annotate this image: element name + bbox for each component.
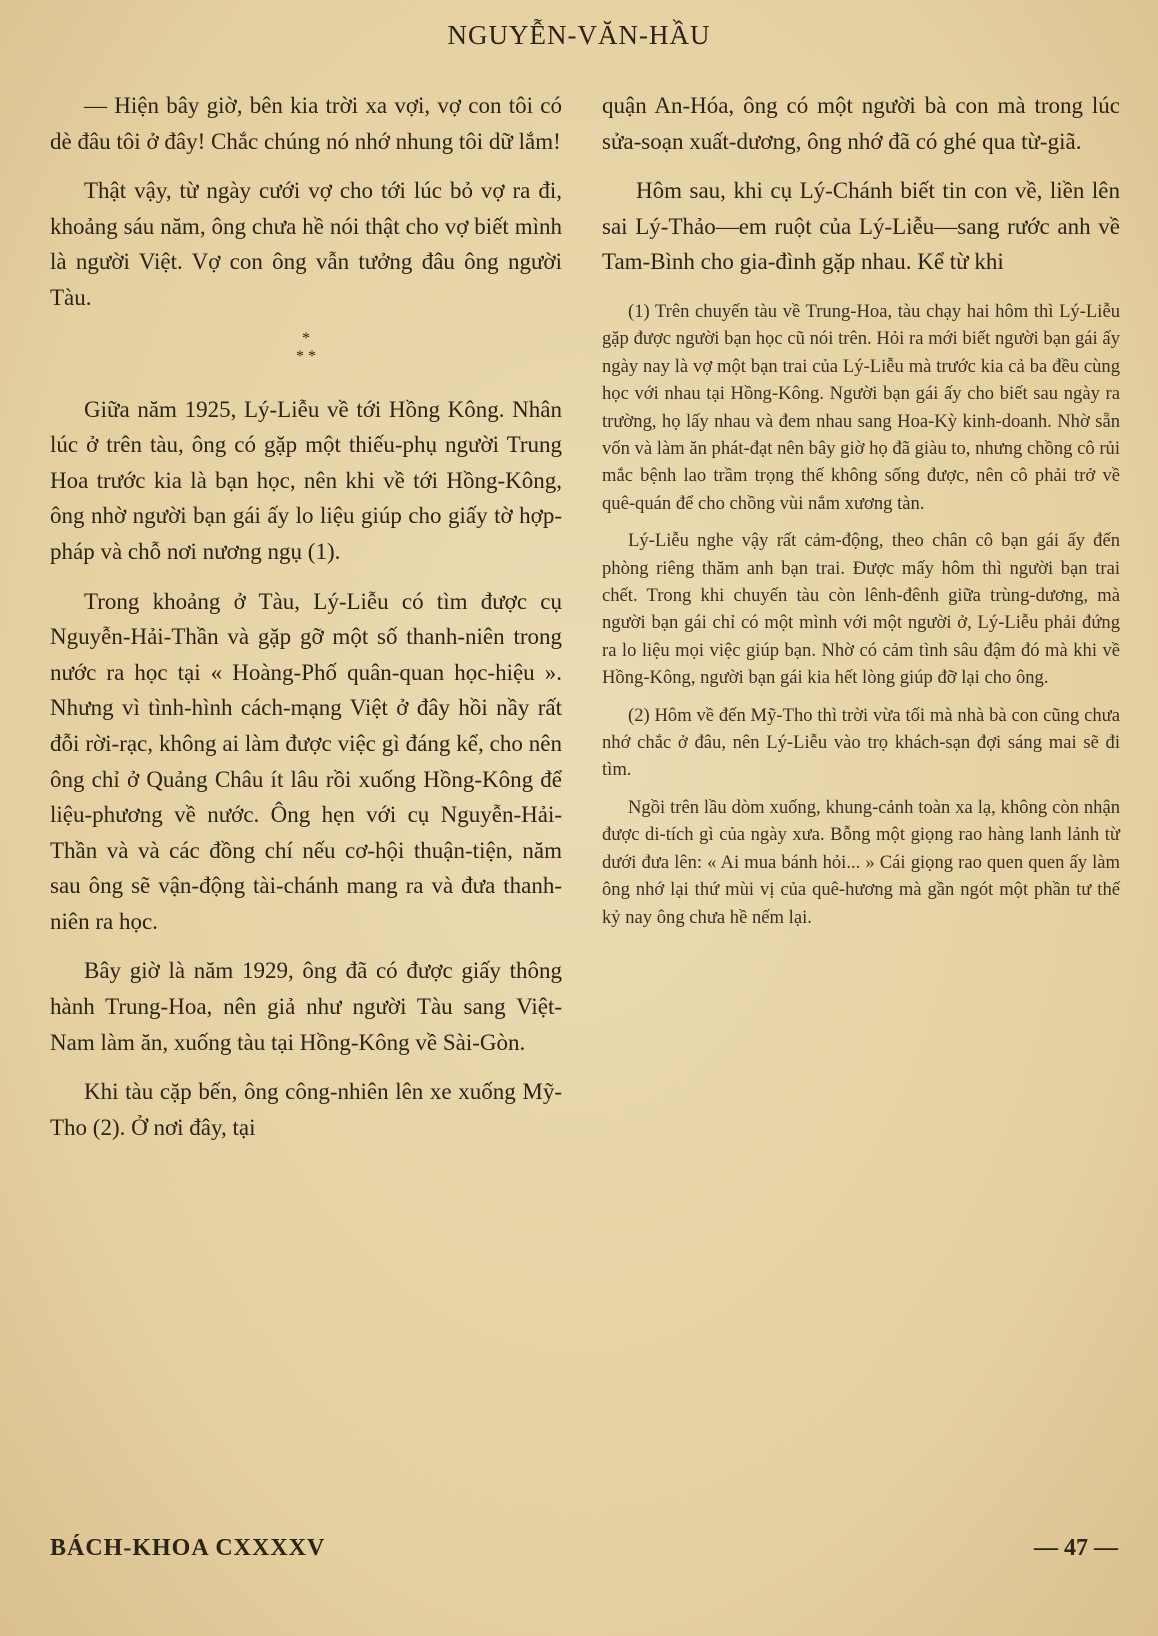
paragraph: quận An-Hóa, ông có một người bà con mà trong lúc sửa-soạn xuất-dương, ông nhớ đã có ghé qua từ-giã. [602,93,1120,154]
asterism-top: * [302,329,310,347]
paragraph: Khi tàu cặp bến, ông công-nhiên lên xe xuống Mỹ-Tho (2). Ở nơi đây, tại [50,1079,562,1140]
page-number: — 47 — [1034,1535,1118,1561]
right-column [602,88,1120,941]
paragraph: Thật vậy, từ ngày cưới vợ cho tới lúc bỏ vợ ra đi, khoảng sáu năm, ông chưa hề nói thật cho vợ biết mình là người Việt. Vợ con ông vẫn tưởng đâu ông người Tàu. [50,178,562,310]
magazine-issue: BÁCH-KHOA CXXXXV [50,1535,326,1561]
footnote: (2) Hôm về đến Mỹ-Tho thì trời vừa tối mà nhà bà con cũng chưa nhớ chắc ở đâu, nên Lý-Liễu vào trọ khách-sạn đợi sáng mai sẽ đi tìm. [602,704,1120,781]
left-column [50,88,562,1159]
footnote-continuation: Ngồi trên lầu dòm xuống, khung-cảnh toàn xa lạ, không còn nhận được di-tích gì của ngày xưa. Bỗng một giọng rao hàng lanh lảnh từ dưới đưa lên: « Ai mua bánh hỏi... » Cái giọng rao quen quen ấy làm ông nhớ lại thứ mùi vị của quê-hương mà gần ngót một phần tư thế kỷ nay ông chưa hề nếm lại. [602,796,1120,928]
paragraph: Giữa năm 1925, Lý-Liễu về tới Hồng Kông. Nhân lúc ở trên tàu, ông có gặp một thiếu-phụ người Trung Hoa trước kia là bạn học, nên khi về tới Hồng-Kông, ông nhờ người bạn gái ấy lo liệu giúp cho giấy tờ hợp-pháp và chỗ nơi nương ngụ (1). [50,396,562,564]
asterism-bottom: * * [296,347,316,365]
section-separator [50,330,562,366]
paragraph: Bây giờ là năm 1929, ông đã có được giấy thông hành Trung-Hoa, nên giả như người Tàu sang Việt-Nam làm ăn, xuống tàu tại Hồng-Kông về Sài-Gòn. [50,958,562,1055]
paragraph: Trong khoảng ở Tàu, Lý-Liễu có tìm được cụ Nguyễn-Hải-Thần và gặp gỡ một số thanh-niên trong nước ra học tại « Hoàng-Phố quân-quan học-hiệu ». Nhưng vì tình-hình cách-mạng Việt ở đây hồi nầy rất đỗi rời-rạc, không ai làm được việc gì đáng kể, cho nên ông chỉ ở Quảng Châu ít lâu rồi xuống Hồng-Kông để liệu-phương về nước. Ông hẹn với cụ Nguyễn-Hải-Thần và và các đồng chí nếu cơ-hội thuận-tiện, năm sau ông sẽ vận-động tài-chánh mang ra và đưa thanh-niên ra học. [50,588,562,934]
footnote: (1) Trên chuyến tàu về Trung-Hoa, tàu chạy hai hôm thì Lý-Liễu gặp được người bạn học cũ nói trên. Hỏi ra mới biết người bạn gái ấy ngày nay là vợ một bạn trai của Lý-Liễu mà trước kia cả ba đều cùng học với nhau tại Hồng-Kông. Người bạn gái ấy cho biết sau ngày ra trường, họ lấy nhau và đem nhau sang Hoa-Kỳ kinh-doanh. Nhờ sẵn vốn và làm ăn phát-đạt nên bây giờ họ đã giàu to, nhưng chồng cô rủi mắc bệnh lao trầm trọng thế không sống được, nên cô phải trở về quê-quán để cho chồng vùi nắm xương tàn. [602,300,1120,514]
running-header: NGUYỄN-VĂN-HẦU [447,20,711,50]
paragraph: — Hiện bây giờ, bên kia trời xa vợi, vợ con tôi có dè đâu tôi ở đây! Chắc chúng nó nhớ nhung tôi dữ lắm! [50,93,562,154]
paragraph: Hôm sau, khi cụ Lý-Chánh biết tin con về, liền lên sai Lý-Thảo—em ruột của Lý-Liễu—sang rước anh về Tam-Bình cho gia-đình gặp nhau. Kể từ khi [602,178,1120,275]
footnote-continuation: Lý-Liễu nghe vậy rất cảm-động, theo chân cô bạn gái ấy đến phòng riêng thăm anh bạn trai. Được mấy hôm thì người bạn trai chết. Trong khi chuyến tàu còn lênh-đênh giữa trùng-dương, mà người bạn gái chỉ có một mình với một người ở, Lý-Liễu phải đứng ra lo liệu mọi việc giúp bạn. Nhờ có cảm tình sâu đậm đó mà khi về Hồng-Kông, người bạn gái kia hết lòng giúp đỡ lại cho ông. [602,530,1120,689]
